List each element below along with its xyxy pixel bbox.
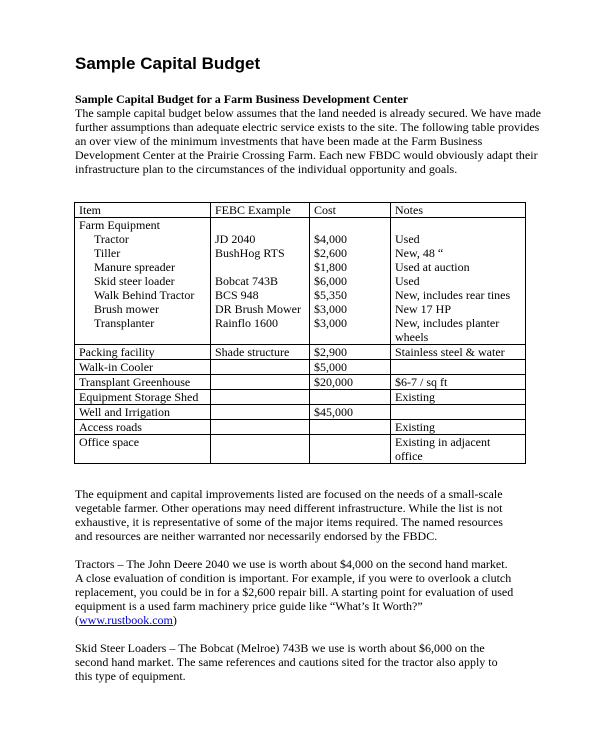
cell-cost: $45,000 (310, 405, 391, 420)
tractors-paragraph (75, 557, 515, 627)
header-notes: Notes (391, 203, 526, 218)
cell-item: Transplant Greenhouse (75, 375, 211, 390)
cell-cost: $2,600 (310, 246, 391, 260)
cell-item: Skid steer loader (75, 274, 211, 288)
cell-item: Well and Irrigation (75, 405, 211, 420)
cell-example: DR Brush Mower (211, 302, 310, 316)
cell-example: Rainflo 1600 (211, 316, 310, 345)
cell-cost: $5,350 (310, 288, 391, 302)
cell-cost: $5,000 (310, 360, 391, 375)
cell-item: Packing facility (75, 345, 211, 360)
cell-item: Office space (75, 435, 211, 464)
cell-example: Shade structure (211, 345, 310, 360)
cell-example (211, 260, 310, 274)
cell-cost: $20,000 (310, 375, 391, 390)
capital-budget-table (74, 202, 526, 464)
cell-cost: $1,800 (310, 260, 391, 274)
table-header-row (75, 203, 526, 218)
cell-example (211, 390, 310, 405)
rustbook-link[interactable]: www.rustbook.com (79, 613, 173, 627)
table-row (75, 246, 526, 260)
cell-item: Walk-in Cooler (75, 360, 211, 375)
cell-example (211, 360, 310, 375)
cell-notes: Used (391, 232, 526, 246)
table-row (75, 390, 526, 405)
cell-notes: Existing (391, 390, 526, 405)
cell-notes: New 17 HP (391, 302, 526, 316)
tractors-text: Tractors – The John Deere 2040 we use is worth about $4,000 on the second hand market. A close evaluation of condition is important. For example, if you were to overlook a clutch replacement, you could be in for a $2,600 repair bill. A starting point for evaluation of used equipment is a used farm machinery price guide like “What’s It Worth?” ( (75, 557, 514, 627)
group-label: Farm Equipment (75, 218, 211, 233)
cell-item: Walk Behind Tractor (75, 288, 211, 302)
table-row (75, 405, 526, 420)
cell-example: JD 2040 (211, 232, 310, 246)
table-row (75, 218, 526, 233)
cell-notes: Used (391, 274, 526, 288)
skid-steer-paragraph: Skid Steer Loaders – The Bobcat (Melroe) 743B we use is worth about $6,000 on the second hand market. The same references and cautions sited for the tractor also apply to this type of equipment. (75, 641, 498, 683)
cell-example (211, 420, 310, 435)
intro-subheading: Sample Capital Budget for a Farm Business Development Center (75, 92, 409, 106)
cell-example: BushHog RTS (211, 246, 310, 260)
table-row (75, 360, 526, 375)
page-title: Sample Capital Budget (75, 54, 261, 73)
header-example: FEBC Example (211, 203, 310, 218)
cell-notes (391, 405, 526, 420)
table-row (75, 420, 526, 435)
table-row (75, 302, 526, 316)
farm-equipment-group (75, 218, 526, 345)
tractors-text-end: ) (172, 613, 177, 627)
cell-item: Manure spreader (75, 260, 211, 274)
cell-cost: $2,900 (310, 345, 391, 360)
cell-example (211, 405, 310, 420)
cell-notes (391, 360, 526, 375)
cell-notes: New, includes planter wheels (391, 316, 526, 345)
cell-notes: New, includes rear tines (391, 288, 526, 302)
equipment-paragraph: The equipment and capital improvements listed are focused on the needs of a small-scale vegetable farmer. Other operations may need different infrastructure. While the list is not exhaustive, it is representative of some of the major items required. The named resources and resources are neither warranted nor necessarily endorsed by the FBDC. (75, 487, 503, 543)
cell-cost (310, 435, 391, 464)
cell-notes: Stainless steel & water (391, 345, 526, 360)
cell-example (211, 375, 310, 390)
table-row (75, 232, 526, 246)
intro-section (75, 92, 545, 176)
cell-item: Transplanter (75, 316, 211, 345)
cell-cost: $6,000 (310, 274, 391, 288)
header-cost: Cost (310, 203, 391, 218)
table-row (75, 375, 526, 390)
cell-notes: New, 48 “ (391, 246, 526, 260)
cell-example: Bobcat 743B (211, 274, 310, 288)
table-row (75, 274, 526, 288)
table-row (75, 435, 526, 464)
cell-item: Brush mower (75, 302, 211, 316)
table-row (75, 345, 526, 360)
cell-example: BCS 948 (211, 288, 310, 302)
cell-notes: Existing (391, 420, 526, 435)
cell-notes: Existing in adjacent office (391, 435, 526, 464)
cell-item: Tiller (75, 246, 211, 260)
cell-cost (310, 420, 391, 435)
cell-cost: $4,000 (310, 232, 391, 246)
cell-cost: $3,000 (310, 302, 391, 316)
cell-cost (310, 390, 391, 405)
cell-item: Equipment Storage Shed (75, 390, 211, 405)
header-item: Item (75, 203, 211, 218)
cell-cost: $3,000 (310, 316, 391, 345)
cell-notes: $6-7 / sq ft (391, 375, 526, 390)
table-row (75, 260, 526, 274)
intro-text: The sample capital budget below assumes that the land needed is already secured. We have made further assumptions than adequate electric service exists to the site. The following table provides an over view of the minimum investments that have been made at the Farm Business Development Center at the Prairie Crossing Farm. Each new FBDC would obviously adapt their infrastructure plan to the circumstances of the individual opportunity and goals. (75, 106, 541, 176)
cell-example (211, 435, 310, 464)
body-paragraphs (75, 487, 515, 697)
cell-notes: Used at auction (391, 260, 526, 274)
table-row (75, 288, 526, 302)
cell-item: Tractor (75, 232, 211, 246)
table-row (75, 316, 526, 345)
cell-item: Access roads (75, 420, 211, 435)
